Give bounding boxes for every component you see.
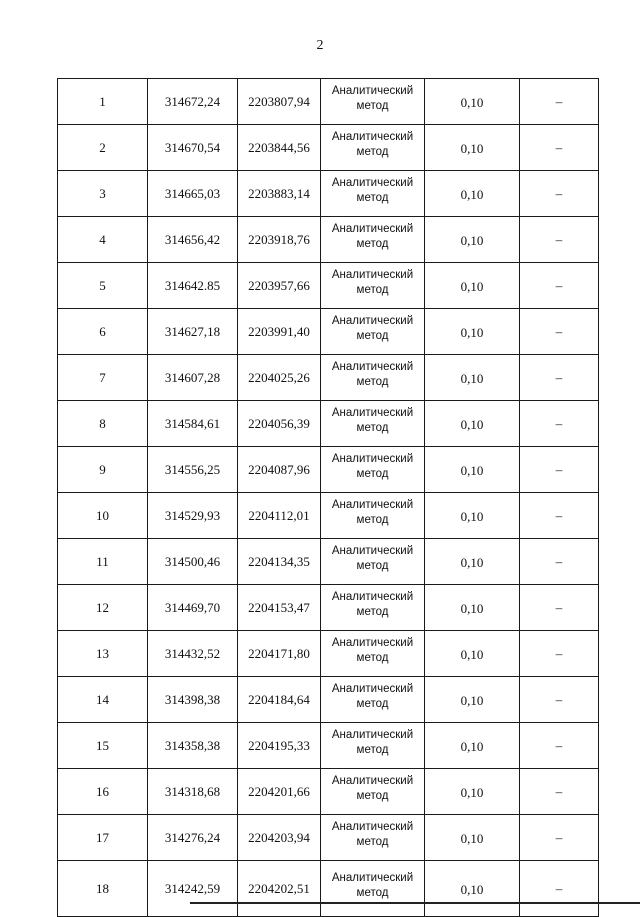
method-cell (321, 861, 425, 917)
method-cell (321, 125, 425, 171)
point-number-cell: 10 (58, 493, 148, 539)
note-cell: – (520, 723, 599, 769)
error-cell: 0,10 (425, 585, 520, 631)
point-number-cell: 13 (58, 631, 148, 677)
error-cell: 0,10 (425, 79, 520, 125)
x-coordinate-cell: 314358,38 (148, 723, 238, 769)
x-coordinate-cell: 314469,70 (148, 585, 238, 631)
method-cell (321, 217, 425, 263)
x-coordinate-cell: 314642.85 (148, 263, 238, 309)
method-line-2: метод (356, 605, 389, 618)
error-cell: 0,10 (425, 263, 520, 309)
method-line-2: метод (356, 513, 389, 526)
x-coordinate-cell: 314665,03 (148, 171, 238, 217)
error-cell: 0,10 (425, 355, 520, 401)
note-cell: – (520, 769, 599, 815)
point-number-cell: 4 (58, 217, 148, 263)
x-coordinate-cell: 314584,61 (148, 401, 238, 447)
y-coordinate-cell: 2204184,64 (238, 677, 321, 723)
table-row (58, 309, 599, 355)
table-row (58, 171, 599, 217)
table-body (58, 79, 599, 917)
error-cell: 0,10 (425, 815, 520, 861)
point-number-cell: 11 (58, 539, 148, 585)
y-coordinate-cell: 2204087,96 (238, 447, 321, 493)
note-cell: – (520, 677, 599, 723)
method-cell (321, 723, 425, 769)
method-line-1: Аналитический (331, 871, 414, 884)
method-cell (321, 585, 425, 631)
bottom-rule (190, 902, 640, 904)
method-line-2: метод (356, 145, 389, 158)
note-cell: – (520, 79, 599, 125)
x-coordinate-cell: 314670,54 (148, 125, 238, 171)
coordinates-table (57, 78, 599, 917)
table-row (58, 677, 599, 723)
y-coordinate-cell: 2203883,14 (238, 171, 321, 217)
table-row (58, 585, 599, 631)
error-cell: 0,10 (425, 125, 520, 171)
x-coordinate-cell: 314242,59 (148, 861, 238, 917)
error-cell: 0,10 (425, 631, 520, 677)
point-number-cell: 15 (58, 723, 148, 769)
point-number-cell: 3 (58, 171, 148, 217)
method-line-1: Аналитический (331, 360, 414, 373)
method-line-1: Аналитический (331, 130, 414, 143)
method-line-2: метод (356, 375, 389, 388)
method-line-1: Аналитический (331, 498, 414, 511)
method-line-2: метод (356, 743, 389, 756)
point-number-cell: 14 (58, 677, 148, 723)
note-cell: – (520, 263, 599, 309)
method-cell (321, 171, 425, 217)
x-coordinate-cell: 314318,68 (148, 769, 238, 815)
method-line-1: Аналитический (331, 406, 414, 419)
y-coordinate-cell: 2203991,40 (238, 309, 321, 355)
point-number-cell: 1 (58, 79, 148, 125)
point-number-cell: 7 (58, 355, 148, 401)
method-line-1: Аналитический (331, 314, 414, 327)
method-cell (321, 769, 425, 815)
y-coordinate-cell: 2203807,94 (238, 79, 321, 125)
method-line-1: Аналитический (331, 268, 414, 281)
error-cell: 0,10 (425, 861, 520, 917)
method-line-2: метод (356, 421, 389, 434)
table-row (58, 401, 599, 447)
method-line-1: Аналитический (331, 728, 414, 741)
method-cell (321, 631, 425, 677)
y-coordinate-cell: 2204112,01 (238, 493, 321, 539)
note-cell: – (520, 631, 599, 677)
error-cell: 0,10 (425, 401, 520, 447)
x-coordinate-cell: 314276,24 (148, 815, 238, 861)
note-cell: – (520, 493, 599, 539)
error-cell: 0,10 (425, 493, 520, 539)
method-cell (321, 79, 425, 125)
method-cell (321, 309, 425, 355)
method-cell (321, 401, 425, 447)
method-cell (321, 539, 425, 585)
method-line-1: Аналитический (331, 820, 414, 833)
note-cell: – (520, 861, 599, 917)
point-number-cell: 6 (58, 309, 148, 355)
method-line-2: метод (356, 283, 389, 296)
method-line-2: метод (356, 237, 389, 250)
x-coordinate-cell: 314529,93 (148, 493, 238, 539)
error-cell: 0,10 (425, 539, 520, 585)
y-coordinate-cell: 2203918,76 (238, 217, 321, 263)
method-line-2: метод (356, 651, 389, 664)
point-number-cell: 5 (58, 263, 148, 309)
method-line-2: метод (356, 99, 389, 112)
page-number: 2 (316, 38, 324, 53)
point-number-cell: 12 (58, 585, 148, 631)
method-line-1: Аналитический (331, 590, 414, 603)
note-cell: – (520, 125, 599, 171)
method-line-2: метод (356, 191, 389, 204)
y-coordinate-cell: 2204201,66 (238, 769, 321, 815)
y-coordinate-cell: 2204195,33 (238, 723, 321, 769)
y-coordinate-cell: 2204153,47 (238, 585, 321, 631)
error-cell: 0,10 (425, 447, 520, 493)
note-cell: – (520, 585, 599, 631)
y-coordinate-cell: 2204056,39 (238, 401, 321, 447)
table-row (58, 79, 599, 125)
method-cell (321, 355, 425, 401)
method-line-2: метод (356, 467, 389, 480)
table-row (58, 631, 599, 677)
method-line-1: Аналитический (331, 774, 414, 787)
method-cell (321, 815, 425, 861)
x-coordinate-cell: 314627,18 (148, 309, 238, 355)
table-row (58, 539, 599, 585)
y-coordinate-cell: 2204202,51 (238, 861, 321, 917)
point-number-cell: 18 (58, 861, 148, 917)
method-line-1: Аналитический (331, 452, 414, 465)
point-number-cell: 16 (58, 769, 148, 815)
table-row (58, 125, 599, 171)
method-line-1: Аналитический (331, 84, 414, 97)
note-cell: – (520, 217, 599, 263)
method-line-2: метод (356, 886, 389, 899)
y-coordinate-cell: 2204134,35 (238, 539, 321, 585)
method-line-2: метод (356, 329, 389, 342)
error-cell: 0,10 (425, 723, 520, 769)
x-coordinate-cell: 314607,28 (148, 355, 238, 401)
method-line-1: Аналитический (331, 176, 414, 189)
method-line-1: Аналитический (331, 636, 414, 649)
method-line-1: Аналитический (331, 682, 414, 695)
point-number-cell: 2 (58, 125, 148, 171)
error-cell: 0,10 (425, 217, 520, 263)
error-cell: 0,10 (425, 309, 520, 355)
table-row (58, 355, 599, 401)
error-cell: 0,10 (425, 769, 520, 815)
method-cell (321, 447, 425, 493)
error-cell: 0,10 (425, 677, 520, 723)
x-coordinate-cell: 314672,24 (148, 79, 238, 125)
method-line-2: метод (356, 835, 389, 848)
x-coordinate-cell: 314398,38 (148, 677, 238, 723)
method-cell (321, 263, 425, 309)
table-row (58, 815, 599, 861)
point-number-cell: 17 (58, 815, 148, 861)
y-coordinate-cell: 2204203,94 (238, 815, 321, 861)
y-coordinate-cell: 2204171,80 (238, 631, 321, 677)
method-cell (321, 677, 425, 723)
note-cell: – (520, 401, 599, 447)
note-cell: – (520, 309, 599, 355)
table-row (58, 493, 599, 539)
x-coordinate-cell: 314556,25 (148, 447, 238, 493)
point-number-cell: 8 (58, 401, 148, 447)
method-line-1: Аналитический (331, 544, 414, 557)
point-number-cell: 9 (58, 447, 148, 493)
note-cell: – (520, 355, 599, 401)
method-line-1: Аналитический (331, 222, 414, 235)
x-coordinate-cell: 314656,42 (148, 217, 238, 263)
note-cell: – (520, 815, 599, 861)
y-coordinate-cell: 2204025,26 (238, 355, 321, 401)
method-line-2: метод (356, 789, 389, 802)
table-row (58, 769, 599, 815)
method-cell (321, 493, 425, 539)
table-row (58, 217, 599, 263)
x-coordinate-cell: 314500,46 (148, 539, 238, 585)
table-row (58, 723, 599, 769)
error-cell: 0,10 (425, 171, 520, 217)
note-cell: – (520, 447, 599, 493)
table-row (58, 447, 599, 493)
method-line-2: метод (356, 559, 389, 572)
y-coordinate-cell: 2203844,56 (238, 125, 321, 171)
note-cell: – (520, 171, 599, 217)
table-row (58, 263, 599, 309)
method-line-2: метод (356, 697, 389, 710)
note-cell: – (520, 539, 599, 585)
y-coordinate-cell: 2203957,66 (238, 263, 321, 309)
x-coordinate-cell: 314432,52 (148, 631, 238, 677)
table-row (58, 861, 599, 917)
